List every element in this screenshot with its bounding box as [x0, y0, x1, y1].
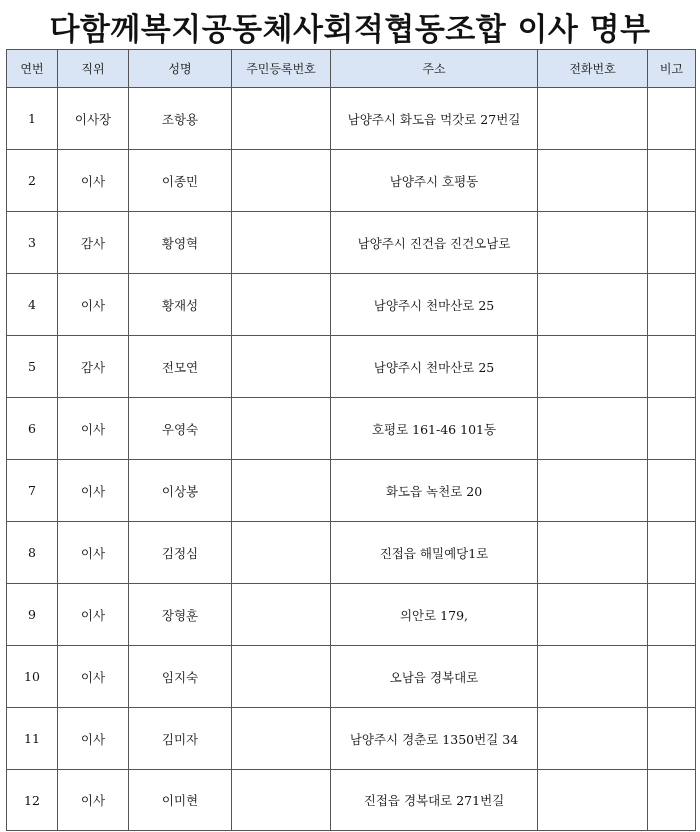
table-row — [7, 584, 696, 646]
cell-phone — [538, 88, 648, 150]
cell-resident-id — [232, 460, 331, 522]
cell-address: 남양주시 진건읍 진건오남로 — [331, 212, 538, 274]
table-row — [7, 150, 696, 212]
cell-phone — [538, 150, 648, 212]
cell-serial-no: 5 — [7, 336, 58, 398]
cell-address: 남양주시 경춘로 1350번길 34 — [331, 708, 538, 770]
cell-address: 남양주시 호평동 — [331, 150, 538, 212]
cell-remarks — [648, 88, 696, 150]
cell-address: 화도읍 녹천로 20 — [331, 460, 538, 522]
cell-position: 이사 — [58, 398, 129, 460]
cell-name: 황영혁 — [129, 212, 232, 274]
board-member-table — [6, 49, 696, 831]
cell-name: 조항용 — [129, 88, 232, 150]
cell-position: 이사 — [58, 460, 129, 522]
cell-resident-id — [232, 274, 331, 336]
cell-resident-id — [232, 584, 331, 646]
cell-phone — [538, 522, 648, 584]
cell-address: 진접읍 해밀예당1로 — [331, 522, 538, 584]
column-header-position: 직위 — [58, 50, 129, 88]
page-title: 다함께복지공동체사회적협동조합 이사 명부 — [49, 12, 651, 48]
column-header-remarks: 비고 — [648, 50, 696, 88]
cell-remarks — [648, 460, 696, 522]
cell-resident-id — [232, 708, 331, 770]
cell-phone — [538, 708, 648, 770]
cell-phone — [538, 646, 648, 708]
cell-address: 호평로 161-46 101동 — [331, 398, 538, 460]
cell-address: 남양주시 화도읍 먹갓로 27번길 — [331, 88, 538, 150]
cell-resident-id — [232, 522, 331, 584]
cell-name: 김정심 — [129, 522, 232, 584]
cell-serial-no: 2 — [7, 150, 58, 212]
cell-serial-no: 8 — [7, 522, 58, 584]
cell-name: 전모연 — [129, 336, 232, 398]
table-row — [7, 88, 696, 150]
cell-phone — [538, 336, 648, 398]
cell-position: 이사 — [58, 522, 129, 584]
cell-phone — [538, 274, 648, 336]
cell-phone — [538, 770, 648, 831]
cell-address: 진접읍 경복대로 271번길 — [331, 770, 538, 831]
cell-position: 이사 — [58, 274, 129, 336]
column-header-resident-id: 주민등록번호 — [232, 50, 331, 88]
cell-position: 이사 — [58, 150, 129, 212]
cell-resident-id — [232, 336, 331, 398]
column-header-phone: 전화번호 — [538, 50, 648, 88]
cell-remarks — [648, 584, 696, 646]
cell-phone — [538, 398, 648, 460]
cell-position: 감사 — [58, 336, 129, 398]
cell-resident-id — [232, 212, 331, 274]
cell-address: 남양주시 천마산로 25 — [331, 274, 538, 336]
cell-remarks — [648, 708, 696, 770]
table-row — [7, 708, 696, 770]
cell-position: 이사 — [58, 708, 129, 770]
cell-name: 임지숙 — [129, 646, 232, 708]
cell-serial-no: 11 — [7, 708, 58, 770]
table-row — [7, 460, 696, 522]
cell-resident-id — [232, 88, 331, 150]
table-body — [7, 88, 696, 831]
cell-address: 오남읍 경복대로 — [331, 646, 538, 708]
cell-address: 남양주시 천마산로 25 — [331, 336, 538, 398]
cell-phone — [538, 460, 648, 522]
cell-position: 이사 — [58, 770, 129, 831]
cell-phone — [538, 212, 648, 274]
cell-position: 이사 — [58, 646, 129, 708]
cell-name: 이종민 — [129, 150, 232, 212]
table-row — [7, 398, 696, 460]
cell-position: 이사장 — [58, 88, 129, 150]
cell-name: 김미자 — [129, 708, 232, 770]
column-header-address: 주소 — [331, 50, 538, 88]
cell-position: 이사 — [58, 584, 129, 646]
cell-serial-no: 12 — [7, 770, 58, 831]
cell-name: 이미현 — [129, 770, 232, 831]
cell-position: 감사 — [58, 212, 129, 274]
cell-name: 우영숙 — [129, 398, 232, 460]
cell-remarks — [648, 646, 696, 708]
cell-remarks — [648, 336, 696, 398]
cell-remarks — [648, 212, 696, 274]
cell-serial-no: 10 — [7, 646, 58, 708]
cell-serial-no: 1 — [7, 88, 58, 150]
column-header-serial-no: 연번 — [7, 50, 58, 88]
cell-resident-id — [232, 770, 331, 831]
cell-name: 장형훈 — [129, 584, 232, 646]
cell-remarks — [648, 522, 696, 584]
cell-serial-no: 6 — [7, 398, 58, 460]
cell-remarks — [648, 770, 696, 831]
table-row — [7, 646, 696, 708]
cell-resident-id — [232, 398, 331, 460]
cell-name: 이상봉 — [129, 460, 232, 522]
table-row — [7, 336, 696, 398]
cell-remarks — [648, 150, 696, 212]
cell-serial-no: 4 — [7, 274, 58, 336]
table-row — [7, 274, 696, 336]
cell-name: 황재성 — [129, 274, 232, 336]
cell-address: 의안로 179, — [331, 584, 538, 646]
table-header-row — [7, 50, 696, 88]
cell-resident-id — [232, 150, 331, 212]
cell-serial-no: 3 — [7, 212, 58, 274]
cell-resident-id — [232, 646, 331, 708]
cell-phone — [538, 584, 648, 646]
cell-serial-no: 7 — [7, 460, 58, 522]
cell-remarks — [648, 274, 696, 336]
cell-serial-no: 9 — [7, 584, 58, 646]
cell-remarks — [648, 398, 696, 460]
table-row — [7, 212, 696, 274]
table-row — [7, 522, 696, 584]
column-header-name: 성명 — [129, 50, 232, 88]
table-row — [7, 770, 696, 831]
